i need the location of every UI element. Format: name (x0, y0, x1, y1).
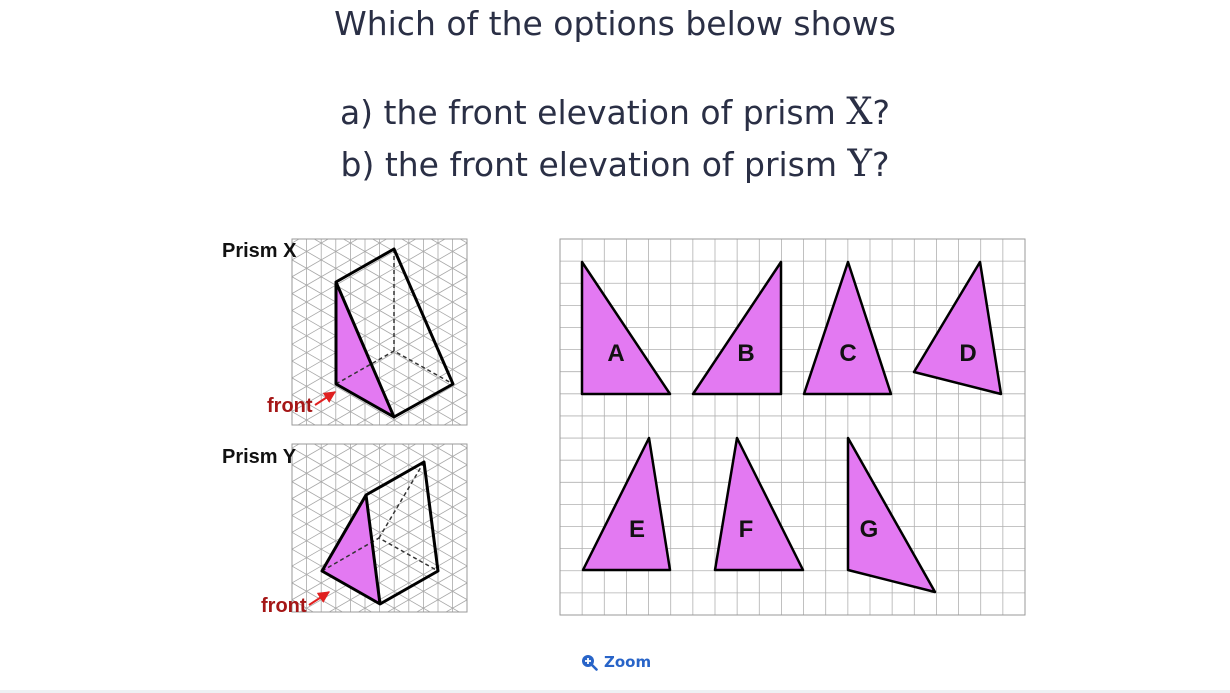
option-g-label: G (859, 516, 879, 543)
grid-line (292, 0, 467, 24)
option-a-label: A (607, 340, 625, 367)
grid-line (292, 74, 467, 175)
grid-line (292, 631, 467, 640)
grid-line (292, 617, 467, 640)
question-line-1: Which of the options below shows (334, 4, 896, 43)
grid-line (292, 614, 467, 640)
option-c-triangle[interactable] (804, 262, 891, 394)
grid-line (292, 91, 467, 192)
grid-line (292, 617, 467, 640)
grid-line (292, 91, 467, 192)
grid-line (292, 0, 467, 94)
option-e-label: E (628, 516, 646, 543)
prism-y-label: Prism Y (222, 446, 297, 468)
front-arrow-x (315, 392, 335, 405)
grid-line (292, 128, 467, 229)
question-part-a: a) the front elevation of prism X? (339, 90, 891, 133)
prism-x-label: Prism X (222, 240, 297, 262)
grid-line (292, 0, 467, 7)
grid-line (292, 0, 467, 41)
grid-line (292, 44, 467, 145)
grid-line (292, 27, 467, 128)
option-a-triangle[interactable] (582, 262, 670, 394)
zoom-in-icon (580, 653, 598, 671)
grid-line (292, 142, 467, 243)
grid-line (292, 0, 467, 24)
grid-line (292, 0, 467, 7)
zoom-button[interactable] (580, 653, 651, 671)
grid-line (292, 94, 467, 195)
prism-x-variable: X (846, 90, 873, 133)
front-label-y: front (261, 595, 307, 617)
grid-line (292, 634, 467, 640)
grid-line (292, 77, 467, 178)
grid-line (292, 0, 467, 58)
grid-line (292, 24, 467, 125)
option-c-label: C (839, 340, 857, 367)
grid-line (292, 125, 467, 226)
grid-line (292, 125, 467, 226)
grid-line (292, 111, 467, 212)
grid-line (292, 7, 467, 108)
grid-line (292, 0, 467, 57)
grid-line (292, 111, 467, 212)
grid-line (292, 108, 467, 209)
grid-line (292, 10, 467, 111)
grid-line (292, 60, 467, 161)
option-g-triangle[interactable] (848, 438, 935, 592)
grid-line (292, 7, 467, 108)
grid-line (292, 614, 467, 640)
grid-line (292, 145, 467, 246)
option-f-label: F (738, 516, 754, 543)
option-d-label: D (959, 340, 977, 367)
question-part-b: b) the front elevation of prism Y? (340, 142, 890, 185)
prism-y-variable: Y (847, 142, 872, 185)
grid-line (292, 58, 467, 159)
grid-line (292, 0, 467, 41)
grid-line (292, 631, 467, 640)
option-b-label: B (737, 340, 755, 367)
grid-line (292, 0, 467, 74)
grid-line (292, 24, 467, 125)
front-arrow-y (309, 592, 329, 605)
grid-line (292, 75, 467, 176)
grid-line (292, 41, 467, 142)
grid-line (292, 0, 467, 74)
grid-line (292, 128, 467, 229)
grid-line (292, 633, 467, 640)
grid-line (292, 94, 467, 195)
grid-line (292, 0, 467, 91)
grid-line (292, 108, 467, 209)
option-d-triangle[interactable] (914, 262, 1001, 394)
grid-line (292, 41, 467, 142)
zoom-label: Zoom (604, 653, 652, 671)
grid-line (292, 142, 467, 243)
grid-line (292, 145, 467, 246)
grid-line (292, 0, 467, 91)
front-label-x: front (267, 395, 313, 417)
grid-line (292, 58, 467, 159)
